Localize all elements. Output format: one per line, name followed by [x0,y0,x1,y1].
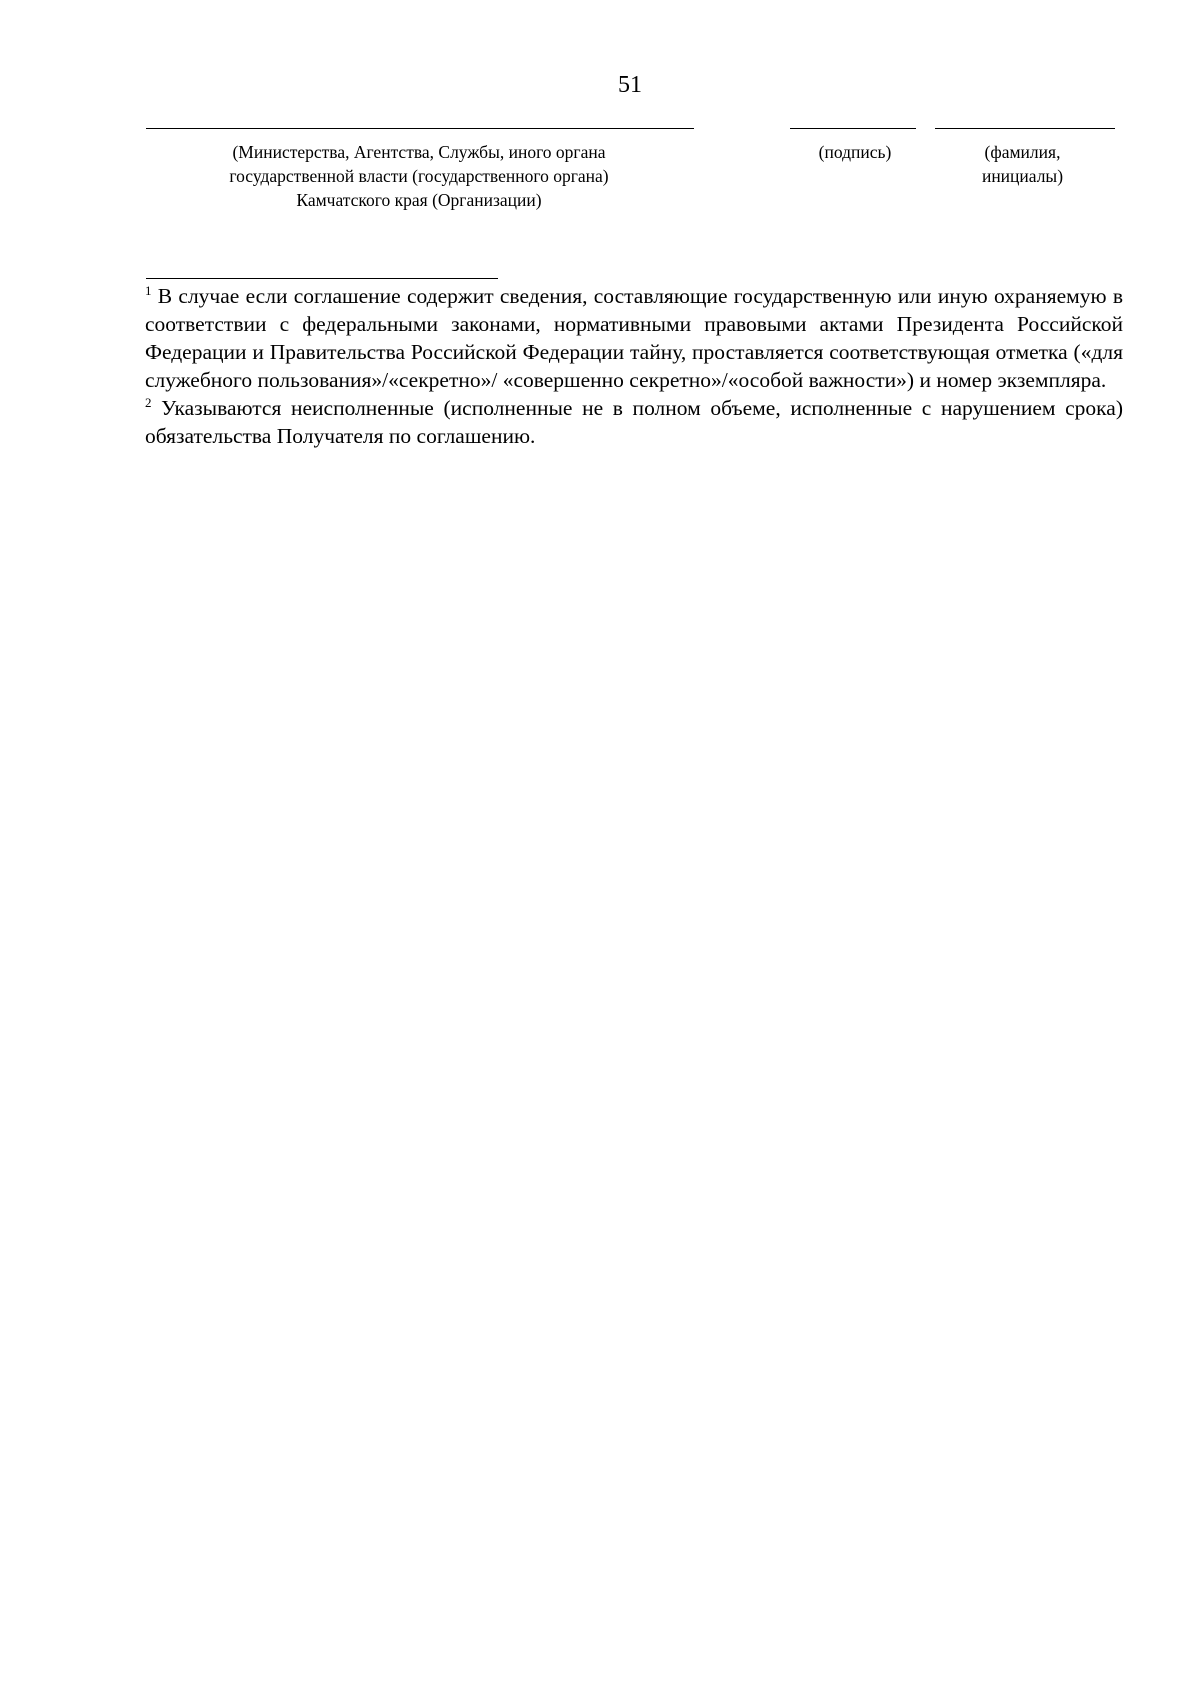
organization-caption [146,140,692,212]
organization-signature-line [146,128,694,129]
footnote-1 [145,282,1123,394]
name-caption-line: инициалы) [981,166,1064,186]
footnotes-section [145,282,1123,450]
name-caption [930,140,1115,188]
name-caption-line: (фамилия, [984,142,1061,162]
footnote-separator [146,278,498,279]
organization-caption-line: (Министерства, Агентства, Службы, иного органа [232,142,606,162]
footnote-mark: 2 [145,394,152,410]
page-number: 51 [618,72,642,98]
signature-line [790,128,916,129]
footnote-mark: 1 [145,282,152,298]
organization-caption-line: государственной власти (государственного органа) [229,166,609,186]
footnote-text: Указываются неисполненные (исполненные не в полном объеме, исполненные с нарушением срока) обязательства Получателя по соглашению. [145,396,1123,448]
organization-caption-line: Камчатского края (Организации) [296,190,542,210]
footnote-2 [145,394,1123,450]
signature-caption: (подпись) [818,142,892,162]
name-signature-line [935,128,1115,129]
footnote-text: В случае если соглашение содержит сведения, составляющие государственную или иную охраняемую в соответствии с федеральными законами, нормативными правовыми актами Президента Российской Федерации и Правительства Российской Федерации тайну, проставляется соответствующая отметка («для служебного пользования»/«секретно»/ «совершенно секретно»/«особой важности») и номер экземпляра. [145,284,1123,392]
